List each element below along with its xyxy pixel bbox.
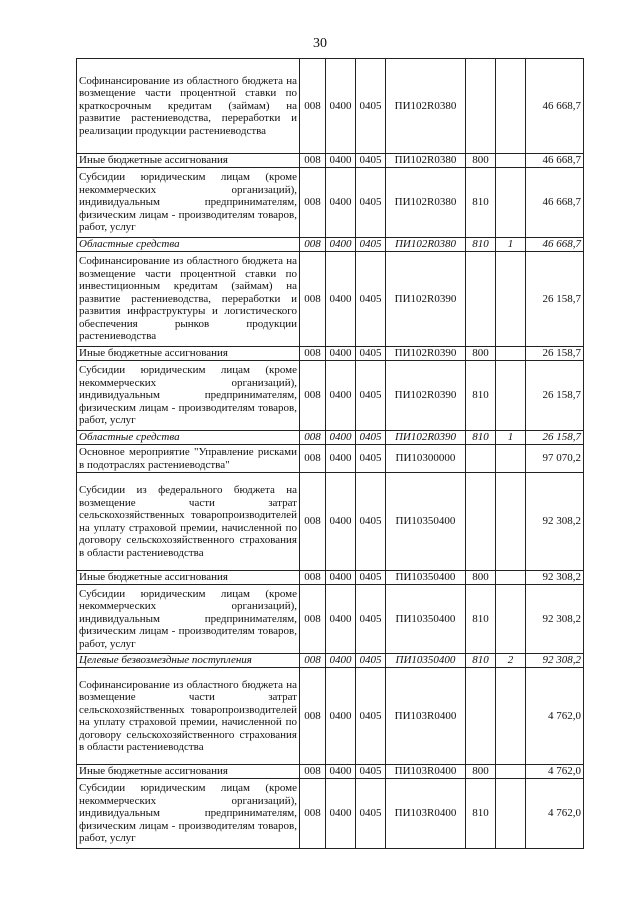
table-row — [77, 473, 584, 571]
expense-type-cell: 800 — [466, 154, 496, 168]
amount-cell: 4 762,0 — [526, 668, 584, 765]
table-row — [77, 654, 584, 668]
subsection-code-cell: 0405 — [356, 168, 386, 238]
funding-source-cell — [496, 347, 526, 361]
amount-cell: 26 158,7 — [526, 347, 584, 361]
expense-type-cell — [466, 668, 496, 765]
section-code-cell: 0400 — [326, 168, 356, 238]
subsection-code-cell: 0405 — [356, 347, 386, 361]
ministry-code-cell: 008 — [300, 473, 326, 571]
subsection-code-cell: 0405 — [356, 238, 386, 252]
subsection-code-cell: 0405 — [356, 779, 386, 849]
amount-cell: 97 070,2 — [526, 445, 584, 473]
funding-source-cell — [496, 154, 526, 168]
row-description: Иные бюджетные ассигнования — [77, 347, 300, 361]
expense-type-cell — [466, 473, 496, 571]
amount-cell: 92 308,2 — [526, 585, 584, 654]
row-description: Иные бюджетные ассигнования — [77, 765, 300, 779]
subsection-code-cell: 0405 — [356, 252, 386, 347]
table-row — [77, 571, 584, 585]
row-description: Субсидии юридическим лицам (кроме некоммерческих организаций), индивидуальным предпринимателям, физическим лицам - производителям товаров, работ, услуг — [77, 168, 300, 238]
section-code-cell: 0400 — [326, 473, 356, 571]
row-description: Субсидии из федерального бюджета на возмещение части затрат сельскохозяйственных товаропроизводителей на уплату страховой премии, начисленной по договору сельскохозяйственного страхования в области растениеводства — [77, 473, 300, 571]
funding-source-cell — [496, 252, 526, 347]
amount-cell: 26 158,7 — [526, 361, 584, 431]
amount-cell: 92 308,2 — [526, 473, 584, 571]
section-code-cell: 0400 — [326, 445, 356, 473]
expense-type-cell — [466, 252, 496, 347]
funding-source-cell — [496, 668, 526, 765]
table-row — [77, 361, 584, 431]
section-code-cell: 0400 — [326, 765, 356, 779]
section-code-cell: 0400 — [326, 571, 356, 585]
amount-cell: 46 668,7 — [526, 154, 584, 168]
ministry-code-cell: 008 — [300, 252, 326, 347]
funding-source-cell — [496, 765, 526, 779]
row-description: Субсидии юридическим лицам (кроме некоммерческих организаций), индивидуальным предпринимателям, физическим лицам - производителям товаров, работ, услуг — [77, 585, 300, 654]
amount-cell: 46 668,7 — [526, 238, 584, 252]
target-article-cell: ПИ102R0380 — [386, 238, 466, 252]
expense-type-cell: 810 — [466, 654, 496, 668]
expense-type-cell: 810 — [466, 431, 496, 445]
subsection-code-cell: 0405 — [356, 571, 386, 585]
table-row — [77, 445, 584, 473]
expense-type-cell: 810 — [466, 585, 496, 654]
table-row — [77, 238, 584, 252]
subsection-code-cell: 0405 — [356, 431, 386, 445]
row-description: Софинансирование из областного бюджета на возмещение части процентной ставки по краткосрочным кредитам (займам) на развитие растениеводства, переработки и реализации продукции растениеводства — [77, 59, 300, 154]
funding-source-cell: 1 — [496, 238, 526, 252]
section-code-cell: 0400 — [326, 779, 356, 849]
amount-cell: 26 158,7 — [526, 252, 584, 347]
target-article-cell: ПИ10350400 — [386, 654, 466, 668]
table-row — [77, 668, 584, 765]
amount-cell: 92 308,2 — [526, 654, 584, 668]
subsection-code-cell: 0405 — [356, 445, 386, 473]
expense-type-cell: 810 — [466, 238, 496, 252]
expense-type-cell: 800 — [466, 765, 496, 779]
row-description: Областные средства — [77, 431, 300, 445]
ministry-code-cell: 008 — [300, 59, 326, 154]
row-description: Софинансирование из областного бюджета на возмещение части затрат сельскохозяйственных товаропроизводителей на уплату страховой премии, начисленной по договору сельскохозяйственного страхования в области растениеводства — [77, 668, 300, 765]
target-article-cell: ПИ103R0400 — [386, 779, 466, 849]
funding-source-cell — [496, 779, 526, 849]
row-description: Областные средства — [77, 238, 300, 252]
ministry-code-cell: 008 — [300, 431, 326, 445]
target-article-cell: ПИ10350400 — [386, 585, 466, 654]
budget-table — [76, 58, 584, 849]
row-description: Субсидии юридическим лицам (кроме некоммерческих организаций), индивидуальным предпринимателям, физическим лицам - производителям товаров, работ, услуг — [77, 779, 300, 849]
ministry-code-cell: 008 — [300, 654, 326, 668]
funding-source-cell: 2 — [496, 654, 526, 668]
target-article-cell: ПИ10350400 — [386, 473, 466, 571]
budget-table-body — [77, 59, 584, 849]
target-article-cell: ПИ103R0400 — [386, 668, 466, 765]
row-description: Иные бюджетные ассигнования — [77, 154, 300, 168]
table-row — [77, 168, 584, 238]
table-row — [77, 252, 584, 347]
target-article-cell: ПИ102R0390 — [386, 361, 466, 431]
ministry-code-cell: 008 — [300, 168, 326, 238]
table-row — [77, 154, 584, 168]
target-article-cell: ПИ10350400 — [386, 571, 466, 585]
funding-source-cell — [496, 59, 526, 154]
subsection-code-cell: 0405 — [356, 473, 386, 571]
ministry-code-cell: 008 — [300, 571, 326, 585]
table-row — [77, 765, 584, 779]
funding-source-cell — [496, 361, 526, 431]
expense-type-cell — [466, 445, 496, 473]
funding-source-cell — [496, 473, 526, 571]
funding-source-cell — [496, 585, 526, 654]
section-code-cell: 0400 — [326, 59, 356, 154]
funding-source-cell: 1 — [496, 431, 526, 445]
ministry-code-cell: 008 — [300, 585, 326, 654]
target-article-cell: ПИ102R0390 — [386, 347, 466, 361]
amount-cell: 26 158,7 — [526, 431, 584, 445]
ministry-code-cell: 008 — [300, 445, 326, 473]
amount-cell: 92 308,2 — [526, 571, 584, 585]
section-code-cell: 0400 — [326, 252, 356, 347]
subsection-code-cell: 0405 — [356, 361, 386, 431]
expense-type-cell: 800 — [466, 347, 496, 361]
page-number: 30 — [313, 36, 327, 51]
table-row — [77, 347, 584, 361]
target-article-cell: ПИ102R0380 — [386, 59, 466, 154]
amount-cell: 4 762,0 — [526, 765, 584, 779]
ministry-code-cell: 008 — [300, 765, 326, 779]
table-row — [77, 779, 584, 849]
subsection-code-cell: 0405 — [356, 585, 386, 654]
section-code-cell: 0400 — [326, 431, 356, 445]
amount-cell: 46 668,7 — [526, 168, 584, 238]
ministry-code-cell: 008 — [300, 361, 326, 431]
table-row — [77, 585, 584, 654]
target-article-cell: ПИ102R0390 — [386, 431, 466, 445]
target-article-cell: ПИ102R0380 — [386, 168, 466, 238]
expense-type-cell: 800 — [466, 571, 496, 585]
section-code-cell: 0400 — [326, 347, 356, 361]
row-description: Субсидии юридическим лицам (кроме некоммерческих организаций), индивидуальным предпринимателям, физическим лицам - производителям товаров, работ, услуг — [77, 361, 300, 431]
funding-source-cell — [496, 571, 526, 585]
target-article-cell: ПИ102R0380 — [386, 154, 466, 168]
expense-type-cell: 810 — [466, 779, 496, 849]
ministry-code-cell: 008 — [300, 347, 326, 361]
ministry-code-cell: 008 — [300, 779, 326, 849]
expense-type-cell: 810 — [466, 361, 496, 431]
section-code-cell: 0400 — [326, 585, 356, 654]
row-description: Иные бюджетные ассигнования — [77, 571, 300, 585]
section-code-cell: 0400 — [326, 654, 356, 668]
funding-source-cell — [496, 168, 526, 238]
target-article-cell: ПИ102R0390 — [386, 252, 466, 347]
row-description: Целевые безвозмездные поступления — [77, 654, 300, 668]
subsection-code-cell: 0405 — [356, 154, 386, 168]
section-code-cell: 0400 — [326, 154, 356, 168]
table-row — [77, 431, 584, 445]
table-row — [77, 59, 584, 154]
subsection-code-cell: 0405 — [356, 654, 386, 668]
row-description: Основное мероприятие "Управление рисками в подотраслях растениеводства" — [77, 445, 300, 473]
section-code-cell: 0400 — [326, 361, 356, 431]
funding-source-cell — [496, 445, 526, 473]
amount-cell: 4 762,0 — [526, 779, 584, 849]
target-article-cell: ПИ10300000 — [386, 445, 466, 473]
ministry-code-cell: 008 — [300, 238, 326, 252]
amount-cell: 46 668,7 — [526, 59, 584, 154]
ministry-code-cell: 008 — [300, 668, 326, 765]
subsection-code-cell: 0405 — [356, 668, 386, 765]
subsection-code-cell: 0405 — [356, 765, 386, 779]
subsection-code-cell: 0405 — [356, 59, 386, 154]
expense-type-cell — [466, 59, 496, 154]
ministry-code-cell: 008 — [300, 154, 326, 168]
target-article-cell: ПИ103R0400 — [386, 765, 466, 779]
row-description: Софинансирование из областного бюджета на возмещение части процентной ставки по инвестиционным кредитам (займам) на развитие растениеводства, переработки и развития инфраструктуры и логистического обеспечения рынков продукции растениеводства — [77, 252, 300, 347]
expense-type-cell: 810 — [466, 168, 496, 238]
section-code-cell: 0400 — [326, 238, 356, 252]
section-code-cell: 0400 — [326, 668, 356, 765]
